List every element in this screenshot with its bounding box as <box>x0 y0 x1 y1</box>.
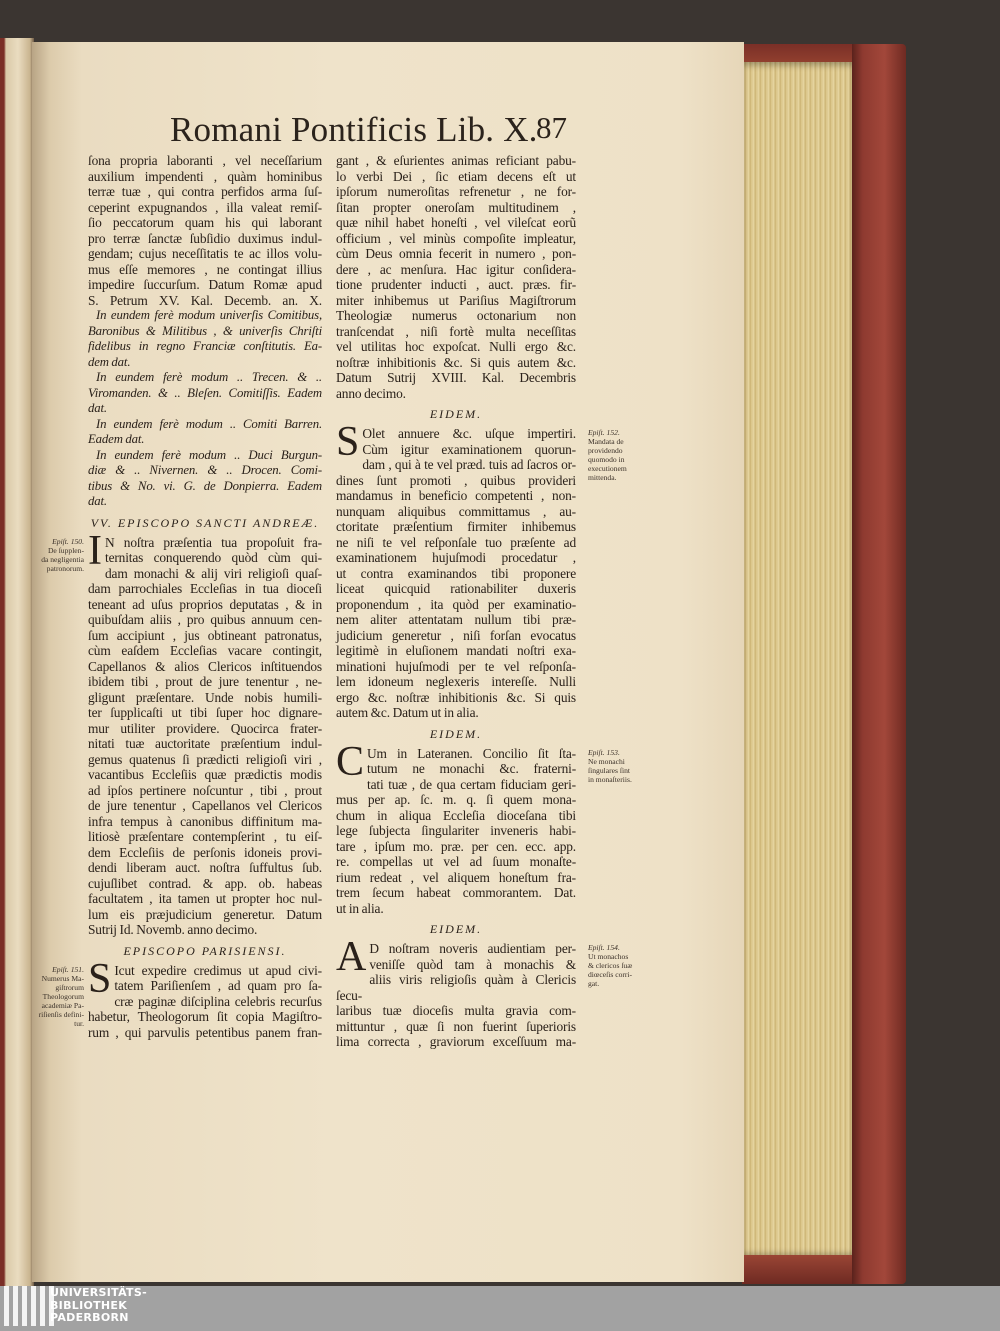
text-line: mur utiliter providere. Quocirca frater- <box>88 720 322 736</box>
text-line: autem &c. Datum ut in alia. <box>336 705 479 720</box>
margin-note-line: academiæ Pa- <box>41 1000 84 1010</box>
library-logo-text <box>50 1287 147 1325</box>
text-line: D noſtram noveris audientiam per- <box>369 941 576 956</box>
text-line: cujuſlibet contrad. & app. ob. habeas <box>88 875 322 891</box>
text-line: fidelibus in regno Franciæ conſtitutis. Ea- <box>88 339 322 353</box>
text-line: dat. <box>88 401 107 415</box>
text-line: infra tempus à canonibus diffinitum ma- <box>88 813 322 829</box>
text-line: teneant ad uſus proprios deputatas , & in <box>88 596 322 612</box>
text-line: ne niſi te vel reſponſale tuo præſente ad <box>336 534 576 550</box>
drop-cap: C <box>336 738 365 785</box>
paragraph <box>336 934 633 1050</box>
text-line: miter inhibemus ut Pariſius Magiſtrorum <box>336 292 576 308</box>
paragraph <box>88 153 322 308</box>
margin-note-line: in monaſteriis. <box>588 774 632 784</box>
text-line: S. Petrum XV. Kal. Decemb. an. X. <box>88 292 322 308</box>
text-line: ut in alia. <box>336 900 384 916</box>
margin-note-line: ſingulares ſint <box>588 765 630 775</box>
margin-note-line: Theologorum <box>42 991 84 1001</box>
margin-note-line: quomodo in <box>588 455 625 464</box>
margin-note-line: da negligentia <box>41 554 84 564</box>
rubric-paragraph <box>88 417 322 448</box>
text-line: dat. <box>88 494 107 508</box>
cover-top <box>742 44 854 64</box>
text-line: chum in aliqua Eccleſia dioceſana tibi <box>336 807 576 823</box>
library-footer <box>0 1286 1000 1331</box>
margin-note-line: gat. <box>588 979 600 988</box>
library-logo-icon <box>4 1286 54 1329</box>
margin-note-line: Epiſt. 152. <box>588 428 620 437</box>
text-line: dem dat. <box>88 354 131 369</box>
text-line: ſona propria laboranti , vel neceſſarium <box>88 153 322 168</box>
drop-cap: I <box>88 527 102 574</box>
text-line: In eundem ferè modum .. Duci Burgun- <box>96 447 322 462</box>
leather-cover <box>852 44 906 1284</box>
rubric-paragraph <box>88 448 322 510</box>
text-line: nitati tuæ auctoritate præſentium indul- <box>88 736 322 751</box>
margin-note-line: Mandata de <box>588 437 624 446</box>
text-line: gant , & eſurientes animas reficiant pabu- <box>336 153 576 168</box>
paragraph <box>336 153 576 401</box>
text-line: Theologiæ numerus octonarium non <box>336 308 576 323</box>
section-heading: EIDEM. <box>429 726 483 741</box>
text-line: aliis viris religioſis quàm à Clericis ſecu- <box>336 972 576 1003</box>
margin-note-line: diœceſis corri- <box>588 970 633 979</box>
margin-note <box>30 965 84 1028</box>
text-line: trem ſecum habeat commorantem. Dat. <box>336 885 576 900</box>
section-heading: EPISCOPO PARISIENSI. <box>123 943 287 958</box>
paragraph <box>38 955 322 1041</box>
text-line: dam monachi & alij viri religioſi quaſ- <box>105 565 322 581</box>
text-line: lo verbi Dei , ſic etiam decens eſt ut <box>336 168 576 184</box>
text-line: gemus quatenus ſi prædicti religioſi viri , <box>88 751 322 767</box>
drop-cap: A <box>336 934 367 980</box>
text-line: dere , ac menſura. Hac igitur conſidera- <box>336 261 576 277</box>
facing-page-edge <box>0 38 34 1288</box>
text-line: ſitan propter oneroſam multitudinem , <box>336 199 576 215</box>
text-line: liceat quicquid rationabiliter duxeris <box>336 581 576 596</box>
text-line: In eundem ferè modum .. Trecen. & .. <box>96 370 322 384</box>
text-line: dam parrochiales Eccleſias in tua dioceſi <box>88 581 322 596</box>
rubric-paragraph <box>88 370 322 417</box>
text-line: lem idoneum neglexeris intereſſe. Nulli <box>336 674 576 689</box>
text-line: mus eſſe memores , ne contingat illius <box>88 261 322 277</box>
text-line: ut contra examinandos tibi proponere <box>336 565 576 581</box>
text-line: pro terræ ſanctæ ſubſidio duximus indul- <box>88 230 322 246</box>
margin-note-line: tur. <box>74 1018 84 1028</box>
text-line: dines ſunt promoti , quibus provideri <box>336 472 576 488</box>
text-line: Eadem dat. <box>88 432 145 446</box>
running-head: Romani Pontificis Lib. X. <box>170 110 538 149</box>
margin-note-line: Epiſt. 153. <box>588 747 620 757</box>
text-line: tatem Pariſienſem , ad quam pro ſa- <box>114 978 322 993</box>
text-line: gendam; cujus neceſſitatis te ac illos volu- <box>88 246 322 261</box>
margin-note-line: giſtrorum <box>55 982 84 992</box>
margin-note-line: & clericos ſuæ <box>588 961 633 970</box>
text-line: legitimè in eluſionem mandati noſtri exa- <box>336 643 576 658</box>
text-line: Olet annuere &c. uſque impertiri. <box>362 426 576 441</box>
margin-note-line: De ſupplen- <box>47 545 84 555</box>
text-line: judicium generetur , niſi forſan evocatus <box>336 627 576 643</box>
logo-line: PADERBORN <box>50 1311 129 1324</box>
text-line: impedire ſuccurſum. Datum Romæ apud <box>88 277 322 292</box>
text-line: ctoritate præſentium firmiter inhibemus <box>336 519 576 534</box>
paragraph <box>336 738 632 917</box>
section-heading: EIDEM. <box>429 922 483 936</box>
margin-note-line: Epiſt. 154. <box>588 943 620 952</box>
text-line: ter ſupplicaſti ut tibi ſuper hoc dignare- <box>88 705 322 720</box>
text-line: Um in Lateranen. Concilio ſit ſta- <box>367 745 576 761</box>
margin-note <box>588 943 660 988</box>
text-line: tati tuæ , de qua certam fiduciam geri- <box>367 776 576 792</box>
text-line: ad ipſos pertinere noſcuntur , tibi , prout <box>88 782 322 798</box>
text-line: vacantibus Eccleſiis quæ prædictis modis <box>88 767 322 782</box>
text-line: tranſcendat , niſi fortè multa neceſſitas <box>336 323 576 339</box>
text-line: gligunt præſentare. Unde nobis humili- <box>88 689 322 705</box>
margin-note-line: Ut monachos <box>588 952 629 961</box>
right-column <box>336 153 633 1050</box>
text-line: minationi hujuſmodi per te vel reſponſa- <box>336 658 576 674</box>
left-column <box>38 153 322 1040</box>
text-line: Cùm igitur examinationem quorun- <box>362 441 576 457</box>
page-number: 87 <box>536 110 567 145</box>
text-line: ergo &c. noſtræ inhibitionis &c. Si quis <box>336 689 576 705</box>
text-line: ternitas conquerendo quòd cùm qui- <box>105 550 322 565</box>
text-line: lum eis præjudicium generetur. Datum <box>88 906 322 922</box>
text-line: cùm Deus omnia fecerit in numero , pon- <box>336 246 576 261</box>
cover-bottom <box>742 1255 854 1284</box>
drop-cap: S <box>336 419 360 465</box>
text-line: officium , vel minùs compoſite impleatur, <box>336 230 576 246</box>
text-line: terræ tuæ , qui contra perfidos arma ſuſ- <box>88 184 322 199</box>
margin-note <box>588 748 660 784</box>
margin-note <box>588 428 660 482</box>
text-line: re. compellas ut vel ad ſuum monaſte- <box>336 854 576 869</box>
text-line: tibus & No. vi. G. de Donpierra. Eadem <box>88 478 322 493</box>
margin-note-line: mittenda. <box>588 473 617 482</box>
margin-note-line: Epiſt. 151. <box>52 964 84 974</box>
rubric-paragraph <box>88 308 322 370</box>
text-line: quibuſdam aliis , pro quibus annuum cen- <box>88 612 322 627</box>
paragraph <box>336 419 627 721</box>
text-line: quæ nihil habet honeſti , vel vileſcat eorũ <box>336 215 576 230</box>
text-line: Sutrij Id. Novemb. anno decimo. <box>88 922 258 937</box>
margin-note-line: Ne monachi <box>588 756 625 766</box>
text-line: In eundem ferè modum univerſis Comitibus, <box>96 308 322 322</box>
text-line: lege ſubjecta ſingulariter inveneris habi- <box>336 823 576 838</box>
logo-line: BIBLIOTHEK <box>50 1298 128 1312</box>
text-line: ſio peccatorum quam his qui laborant <box>88 215 322 230</box>
text-line: veniſſe quòd tam à monachis & <box>369 956 576 972</box>
margin-note-line: riſienſis defini- <box>38 1009 84 1019</box>
text-line: litiosè præſentare contempſerint , tu eiſ- <box>88 829 322 844</box>
text-line: Baronibus & Militibus , & univerſis Chriſti <box>88 323 322 338</box>
text-line: mus per ap. ſc. m. q. ſi quem mona- <box>336 792 576 807</box>
text-line: facultatem , ita tamen ut propter hoc nul- <box>88 891 322 906</box>
text-line: rium redeat , vel aliquem honeſtum fra- <box>336 869 576 885</box>
text-line: examinationem hujuſmodi procedatur , <box>336 550 576 565</box>
text-line: noſtræ inhibitionis &c. Si quis autem &c. <box>336 354 576 370</box>
text-line: Capellanos & alios Clericos inſtituendos <box>88 658 322 674</box>
text-line: ipſorum numeroſitas refrenetur , ne for- <box>336 184 576 199</box>
section-heading: EIDEM. <box>429 407 483 421</box>
text-line: de jure tenentur , Capellanos vel Clericos <box>88 798 322 813</box>
text-line: mandamus in beneficio competenti , non- <box>336 488 576 503</box>
text-line: Viromanden. & .. Bleſen. Comitiſſis. Eadem <box>88 385 322 400</box>
text-line: cræ paginæ diſciplina celebris recurſus <box>114 993 322 1009</box>
text-line: dam , qui à te vel præd. tuis ad ſacros or- <box>362 457 576 472</box>
text-line: N noſtra præſentia tua propoſuit fra- <box>105 534 322 550</box>
text-line: In eundem ferè modum .. Comiti Barren. <box>96 416 322 431</box>
margin-note <box>30 537 84 573</box>
drop-cap: S <box>88 955 112 1002</box>
margin-note-line: Epiſt. 150. <box>52 536 84 546</box>
margin-note-line: executionem <box>588 464 627 473</box>
text-line: auxilium impendenti , quàm hominibus <box>88 168 322 184</box>
text-line: mittuntur , quæ ſi non fuerint ſuperioris <box>336 1018 576 1034</box>
text-line: rum , qui parvulis petentibus panem fran- <box>88 1024 322 1040</box>
text-line: ſum accipiunt , jus obtineant patronatus, <box>88 627 322 643</box>
text-line: tione prudenter inducti , auct. præs. fir- <box>336 277 576 292</box>
text-line: Icut expedire credimus ut apud civi- <box>114 962 322 978</box>
paragraph <box>41 527 322 938</box>
text-line: vel utilitas hoc expoſcat. Nulli ergo &c. <box>336 339 576 354</box>
text-line: ceperint expugnandos , illa valeat remiſ- <box>88 199 322 215</box>
text-line: habetur, Theologorum ſit copia Magiſtro- <box>88 1009 322 1024</box>
text-line: dem Eccleſiis de perſonis idoneis provi- <box>88 844 322 860</box>
margin-note-line: patronorum. <box>46 563 84 573</box>
text-line: proponendum , ita quòd per examinatio- <box>336 596 576 612</box>
text-line: tare , ipſum mo. præ. per cen. ecc. app. <box>336 838 576 854</box>
text-line: nunquam aliquibus committamus , au- <box>336 503 576 519</box>
text-line: dendi liberam auct. noſtra ſuffultus ſub. <box>88 860 322 875</box>
text-line: cùm eaſdem Eccleſias vacare contingit, <box>88 643 322 658</box>
margin-note-line: Numerus Ma- <box>41 973 84 983</box>
text-line: laribus tuæ dioceſis multa gravia com- <box>336 1003 576 1018</box>
text-line: ibidem tibi , prout de jure tenentur , ne- <box>88 674 322 689</box>
text-line: lima correcta , graviorum exceſſuum ma- <box>336 1034 576 1049</box>
page-edges <box>742 62 854 1257</box>
text-line: tutum ne monachi &c. fraterni- <box>367 761 576 776</box>
margin-note-line: providendo <box>588 446 623 455</box>
text-line: diæ & .. Nivernen. & .. Drocen. Comi- <box>88 463 322 477</box>
text-line: anno decimo. <box>336 385 406 401</box>
section-heading: VV. EPISCOPO SANCTI ANDREÆ. <box>90 515 320 530</box>
text-line: nem aliter attentatam nullum tibi præ- <box>336 612 576 627</box>
text-line: Datum Sutrij XVIII. Kal. Decembris <box>336 370 576 385</box>
logo-line: UNIVERSITÄTS- <box>50 1286 147 1299</box>
